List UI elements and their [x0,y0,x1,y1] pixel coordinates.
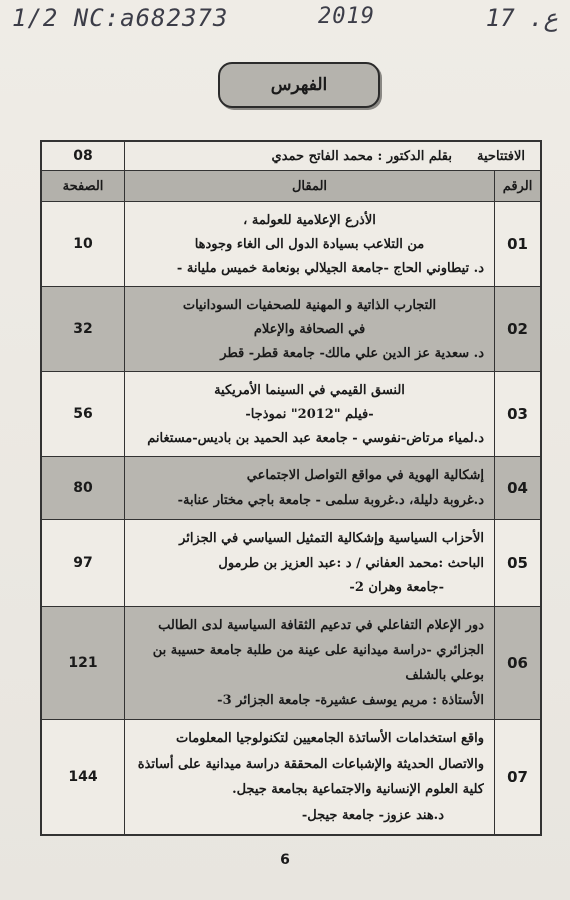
entry-line: بوعلي بالشلف [405,668,484,683]
entry-number: 02 [494,287,540,371]
opening-page: 08 [42,142,125,170]
index-title-box [218,62,380,108]
table-row [42,372,540,457]
opening-author: بقلم الدكتور : محمد الفاتح حمدي [271,148,452,164]
table-row [42,287,540,372]
entry-title [125,720,494,834]
header-page: الصفحة [42,171,125,201]
entry-number: 01 [494,202,540,286]
table-of-contents [40,140,542,836]
page-number: 6 [280,852,290,868]
entry-author: د. تيطاوني الحاج -جامعة الجيلالي بونعامة خميس مليانة - [176,261,484,276]
entry-number: 05 [494,520,540,606]
header-article: المقال [291,178,328,194]
entry-line: التجارب الذاتية و المهنية للصحفيات السودانيات [182,298,437,313]
entry-title [125,457,494,519]
table-row [42,202,540,287]
entry-line: والاتصال الحديثة والإشباعات المحققة دراسة ميدانية على أساتذة [137,756,484,772]
entry-page: 97 [42,520,125,606]
opening-label: الافتتاحية [477,148,525,164]
entry-author: د.هند عزوز- جامعة جيجل- [301,807,444,823]
entry-number: 07 [494,720,540,834]
index-title: الفهرس [270,75,328,95]
entry-affiliation: -جامعة وهران 2- [349,580,444,596]
handwritten-issue-note: 17 .ع [485,4,558,32]
entry-number: 04 [494,457,540,519]
entry-line: دور الإعلام التفاعلي في تدعيم الثقافة السياسية لدى الطالب [158,618,484,633]
entry-line: في الصحافة والإعلام [253,322,366,337]
entry-author: د. سعدية عز الدين علي مالك- جامعة قطر- قطر [220,346,484,361]
entry-author: الباحث :محمد العفاني / د :عبد العزيز بن طرمول [218,555,484,571]
handwritten-year-note: 2019 [318,4,375,29]
entry-line: الأذرع الإعلامية للعولمة ، [243,213,376,228]
entry-line: كلية العلوم الإنسانية والاجتماعية بجامعة جيجل. [232,782,484,797]
handwritten-catalog-note: 1/2 NC:a682373 [12,4,229,32]
entry-line: الأحزاب السياسية وإشكالية التمثيل السياسي في الجزائر [179,531,484,546]
entry-number: 03 [494,372,540,456]
entry-page: 80 [42,457,125,519]
entry-page: 10 [42,202,125,286]
entry-page: 56 [42,372,125,456]
table-row [42,520,540,607]
entry-number: 06 [494,607,540,719]
entry-page: 32 [42,287,125,371]
entry-line: من التلاعب بسيادة الدول الى الغاء وجودها [194,237,425,252]
entry-author: الأستاذة : مريم يوسف عشيرة- جامعة الجزائر 3- [217,693,484,708]
table-row [42,720,540,834]
entry-author: د.لمياء مرتاض-نفوسي - جامعة عبد الحميد بن باديس-مستغانم [147,431,484,446]
entry-page: 121 [42,607,125,719]
entry-line: واقع استخدامات الأساتذة الجامعيين لتكنولوجيا المعلومات [176,731,484,746]
entry-line: إشكالية الهوية في مواقع التواصل الاجتماعي [246,468,484,483]
table-row [42,607,540,720]
opening-row [42,142,540,171]
entry-title [125,520,494,606]
entry-title [125,202,494,286]
entry-title [125,287,494,371]
entry-title [125,607,494,719]
table-row [42,457,540,520]
entry-title [125,372,494,456]
header-number: الرقم [494,171,540,201]
entry-line: -فيلم "2012" نموذجا- [245,407,374,422]
entry-line: النسق القيمي في السينما الأمريكية [214,383,405,398]
entry-author: د.غروبة دليلة، د.غروبة سلمى - جامعة باجي مختار عنابة- [177,493,484,508]
entry-line: الجزائري -دراسة ميدانية على عينة من طلبة جامعة حسيبة بن [152,643,484,658]
table-header [42,171,540,202]
entry-page: 144 [42,720,125,834]
